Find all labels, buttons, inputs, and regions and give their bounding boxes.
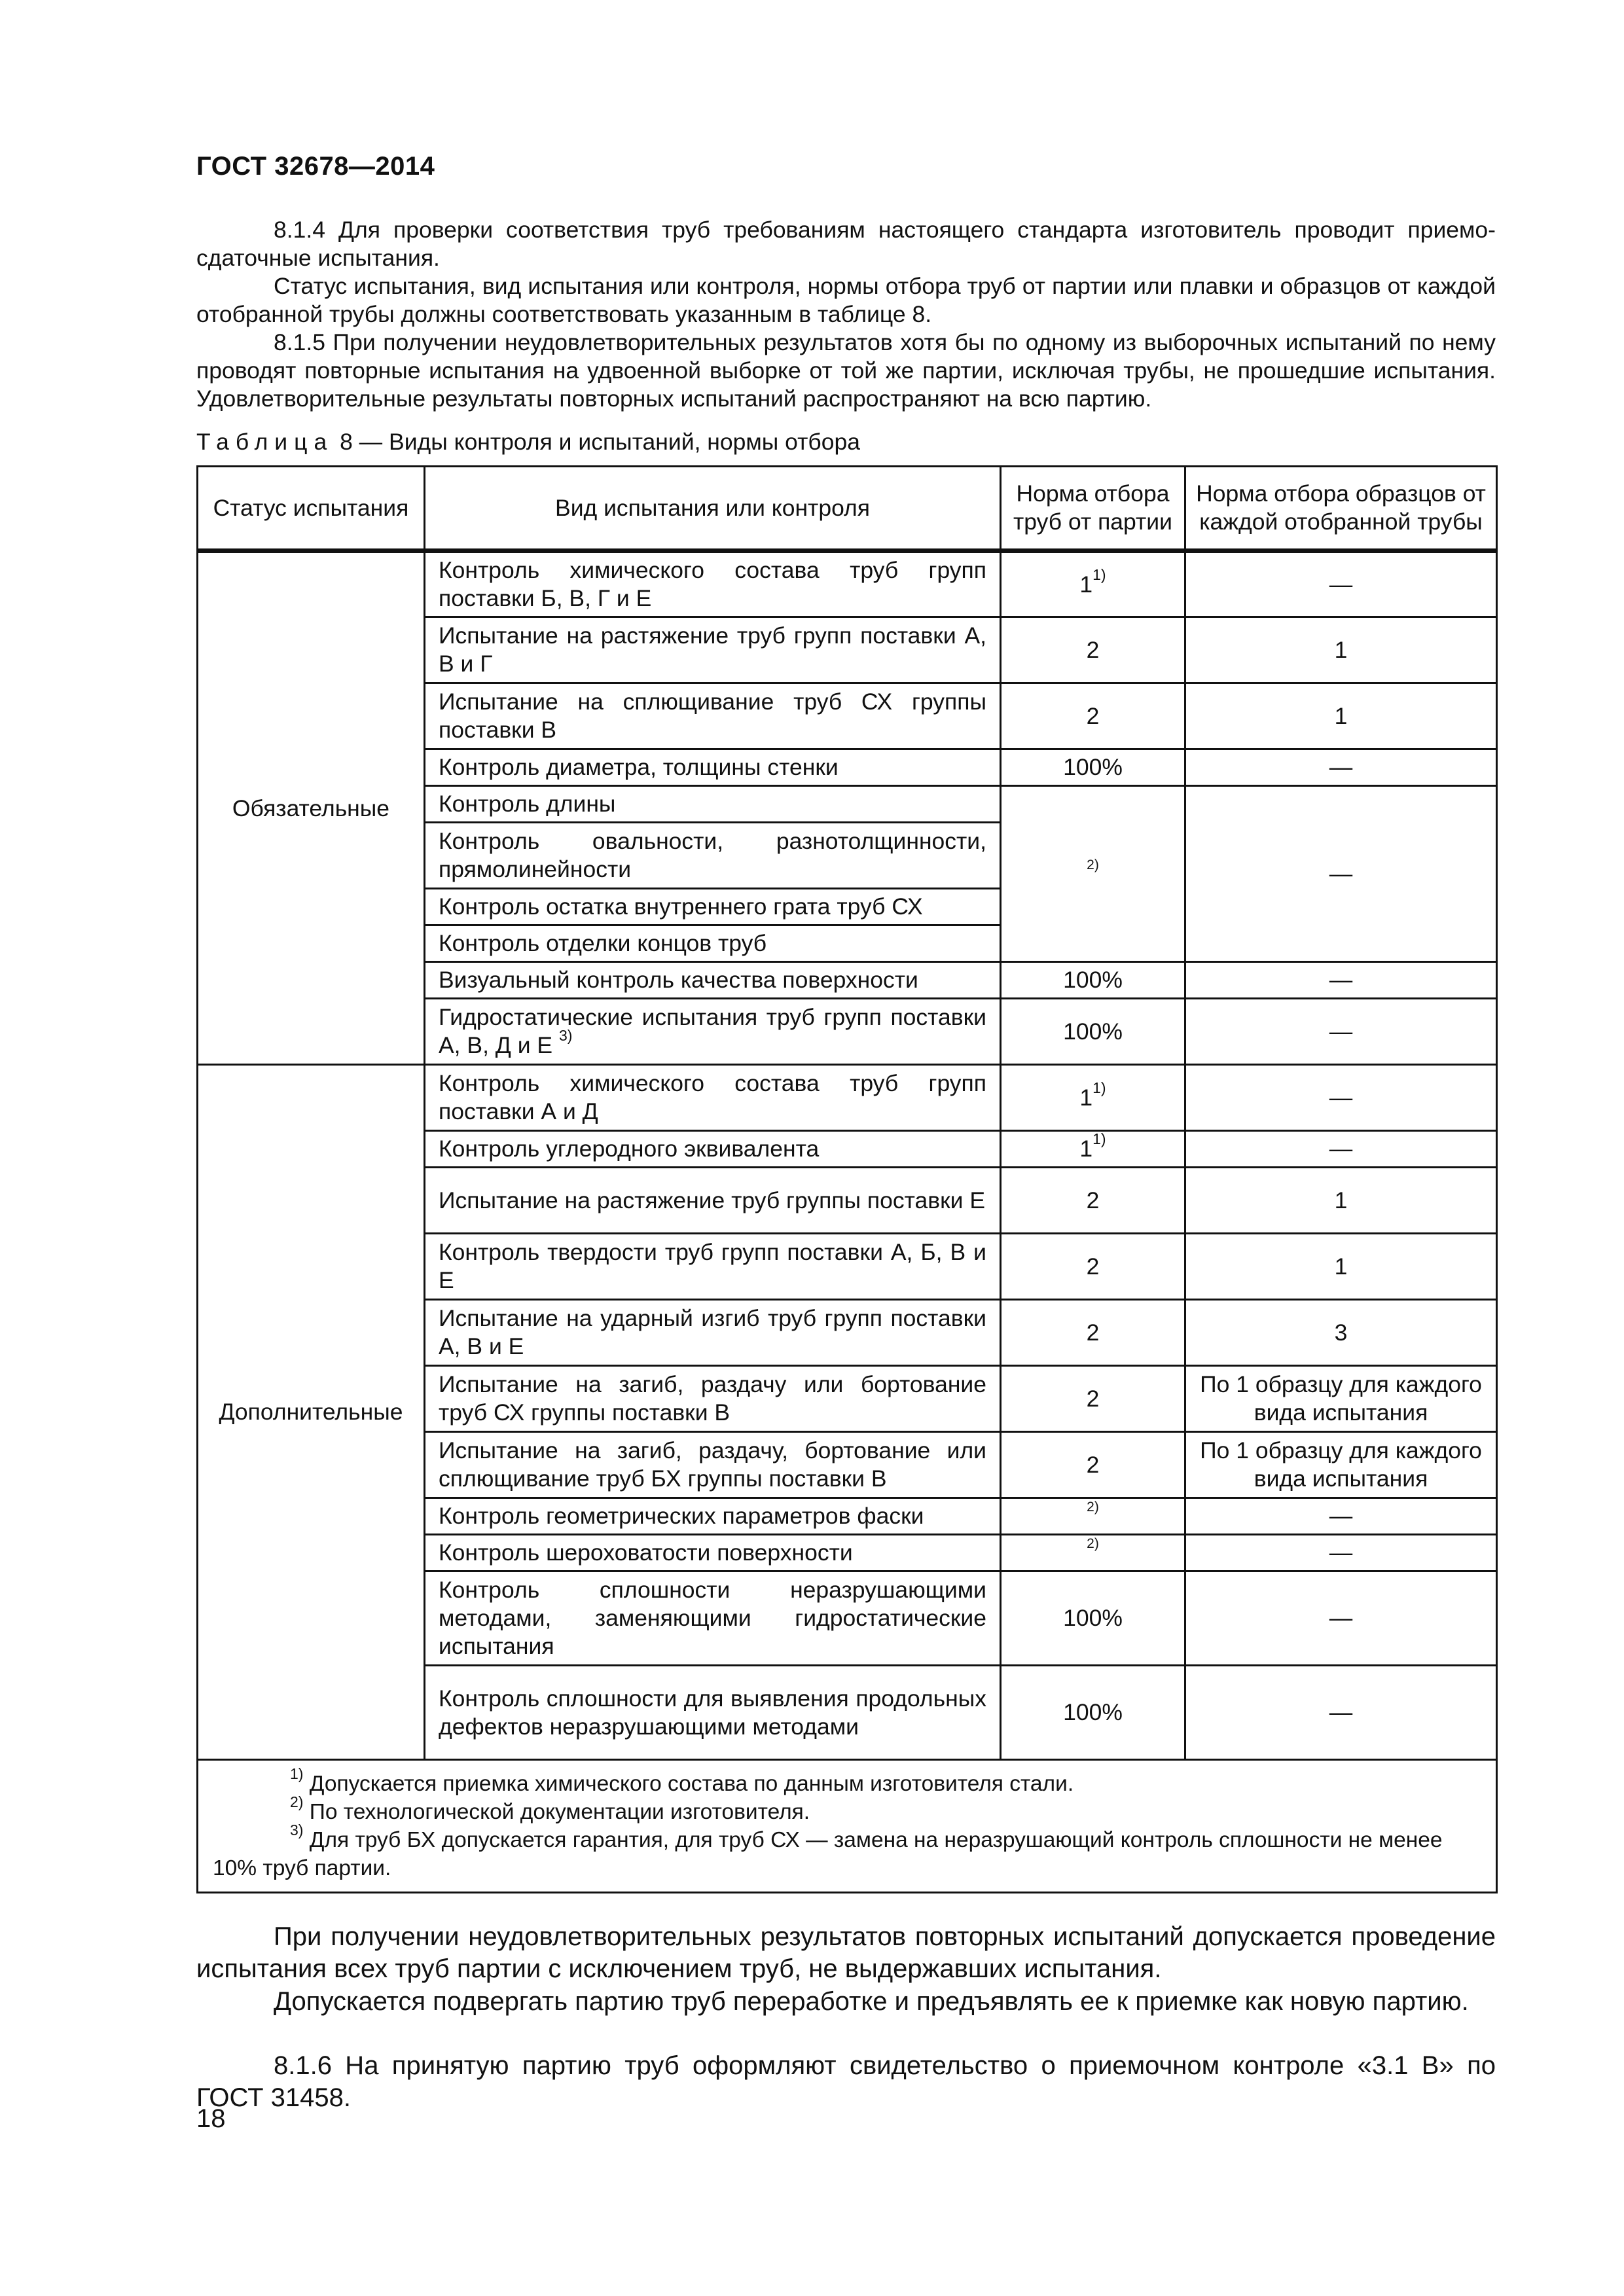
row-norm-pipes: 1$^{1)}$ <box>1001 1131 1185 1168</box>
row-kind: Испытание на растяжение труб группы поставки Е <box>425 1168 1001 1234</box>
row-norm-pipes: 2) <box>1001 1535 1185 1571</box>
row-kind: Испытание на растяжение труб групп поставки А, В и Г <box>425 617 1001 683</box>
row-norm-pipes: 100% <box>1001 1571 1185 1666</box>
row-kind: Контроль остатка внутреннего грата труб СХ <box>425 889 1001 925</box>
document-header: ГОСТ 32678—2014 <box>196 152 435 181</box>
row-norm-samples: — <box>1185 1131 1497 1168</box>
row-norm-pipes: 2) <box>1001 786 1185 962</box>
row-kind: Контроль диаметра, толщины стенки <box>425 749 1001 786</box>
header-status: Статус испытания <box>198 467 425 551</box>
paragraph-8-1-4: 8.1.4 Для проверки соответствия труб требованиям настоящего стандарта изготовитель проводит приемо-сдаточные испытания. <box>196 217 1496 271</box>
row-kind: Испытание на сплющивание труб СХ группы поставки В <box>425 683 1001 749</box>
row-norm-samples: По 1 образцу для каждого вида испытания <box>1185 1432 1497 1498</box>
table-header-row <box>198 467 1497 551</box>
row-kind: Контроль сплошности для выявления продольных дефектов неразрушающими методами <box>425 1666 1001 1760</box>
row-norm-pipes: 100% <box>1001 962 1185 999</box>
row-kind: Испытание на загиб, раздачу, бортование или сплющивание труб БХ группы поставки В <box>425 1432 1001 1498</box>
header-norm-samples: Норма отбора образцов от каждой отобранной трубы <box>1185 467 1497 551</box>
row-kind: Контроль химического состава труб групп поставки Б, В, Г и Е <box>425 551 1001 617</box>
row-norm-samples: — <box>1185 749 1497 786</box>
row-kind: Контроль сплошности неразрушающими методами, заменяющими гидростатические испытания <box>425 1571 1001 1666</box>
row-norm-pipes: 2 <box>1001 617 1185 683</box>
row-kind: Гидростатические испытания труб групп поставки А, В, Д и Е $^{3)}$ <box>425 999 1001 1065</box>
row-kind: Контроль углеродного эквивалента <box>425 1131 1001 1168</box>
row-kind: Контроль овальности, разнотолщинности, прямолинейности <box>425 823 1001 889</box>
row-kind: Контроль отделки концов труб <box>425 925 1001 962</box>
row-norm-pipes: 1$^{1)}$ <box>1001 1065 1185 1131</box>
paragraph-reprocessing: Допускается подвергать партию труб переработке и предъявлять ее к приемке как новую партию. <box>274 1987 1469 2016</box>
row-norm-pipes: 2 <box>1001 1432 1185 1498</box>
table-notes <box>198 1760 1497 1893</box>
row-norm-samples: 1 <box>1185 1168 1497 1234</box>
row-norm-pipes: 2) <box>1001 1498 1185 1535</box>
row-kind: Контроль шероховатости поверхности <box>425 1535 1001 1571</box>
row-norm-pipes: 1$^{1)}$ <box>1001 551 1185 617</box>
header-norm-pipes: Норма отбора труб от партии <box>1001 467 1185 551</box>
paragraph-8-1-6: 8.1.6 На принятую партию труб оформляют свидетельство о приемочном контроле «3.1 В» по ГОСТ 31458. <box>196 2051 1496 2112</box>
row-kind: Визуальный контроль качества поверхности <box>425 962 1001 999</box>
tests-table <box>196 465 1498 1893</box>
table-notes-row <box>198 1760 1497 1893</box>
note-1: $^{1)}$ Допускается приемка химического состава по данным изготовителя стали. <box>290 1765 1074 1796</box>
note-3: $^{3)}$ Для труб БХ допускается гарантия, для труб СХ — замена на неразрушающий контроль сплошности не менее 10% труб партии. <box>213 1821 1443 1880</box>
row-norm-samples: — <box>1185 1535 1497 1571</box>
table-caption: Таблица 8 — Виды контроля и испытаний, нормы отбора <box>196 429 860 455</box>
row-norm-samples: — <box>1185 1571 1497 1666</box>
table-row <box>198 1065 1497 1131</box>
row-norm-samples: — <box>1185 999 1497 1065</box>
row-norm-samples: 1 <box>1185 683 1497 749</box>
paragraph-status: Статус испытания, вид испытания или контроля, нормы отбора труб от партии или плавки и образцов от каждой отобранной трубы должны соответствовать указанным в таблице 8. <box>196 273 1496 327</box>
row-norm-pipes: 2 <box>1001 1234 1185 1300</box>
row-norm-pipes: 100% <box>1001 999 1185 1065</box>
row-norm-pipes: 2 <box>1001 1366 1185 1432</box>
row-norm-samples: 1 <box>1185 1234 1497 1300</box>
table-row <box>198 551 1497 617</box>
page-number: 18 <box>196 2104 226 2133</box>
row-norm-pipes: 100% <box>1001 749 1185 786</box>
row-kind: Испытание на загиб, раздачу или бортование труб СХ группы поставки В <box>425 1366 1001 1432</box>
row-norm-pipes: 2 <box>1001 1168 1185 1234</box>
row-norm-pipes: 100% <box>1001 1666 1185 1760</box>
row-norm-samples: — <box>1185 786 1497 962</box>
group-mandatory: Обязательные <box>198 551 425 1065</box>
row-kind: Контроль длины <box>425 786 1001 823</box>
note-2: $^{2)}$ По технологической документации изготовителя. <box>290 1793 810 1824</box>
row-kind: Контроль твердости труб групп поставки А, Б, В и Е <box>425 1234 1001 1300</box>
row-kind: Контроль геометрических параметров фаски <box>425 1498 1001 1535</box>
row-norm-samples: 3 <box>1185 1300 1497 1366</box>
row-norm-pipes: 2 <box>1001 1300 1185 1366</box>
row-norm-samples: — <box>1185 551 1497 617</box>
paragraph-repeat-tests: При получении неудовлетворительных результатов повторных испытаний допускается проведение испытания всех труб партии с исключением труб, не выдержавших испытания. <box>196 1922 1496 1983</box>
paragraph-8-1-5: 8.1.5 При получении неудовлетворительных результатов хотя бы по одному из выборочных испытаний по нему проводят повторные испытания на удвоенной выборке от той же партии, исключая трубы, не прошедшие испытания. Удовлетворительные результаты повторных испытаний распространяют на всю партию. <box>196 329 1496 412</box>
row-norm-pipes: 2 <box>1001 683 1185 749</box>
row-norm-samples: — <box>1185 962 1497 999</box>
row-norm-samples: По 1 образцу для каждого вида испытания <box>1185 1366 1497 1432</box>
group-additional: Дополнительные <box>198 1065 425 1760</box>
row-norm-samples: — <box>1185 1666 1497 1760</box>
row-norm-samples: — <box>1185 1065 1497 1131</box>
row-kind: Испытание на ударный изгиб труб групп поставки А, В и Е <box>425 1300 1001 1366</box>
header-kind: Вид испытания или контроля <box>425 467 1001 551</box>
row-norm-samples: — <box>1185 1498 1497 1535</box>
row-kind: Контроль химического состава труб групп поставки А и Д <box>425 1065 1001 1131</box>
row-norm-samples: 1 <box>1185 617 1497 683</box>
